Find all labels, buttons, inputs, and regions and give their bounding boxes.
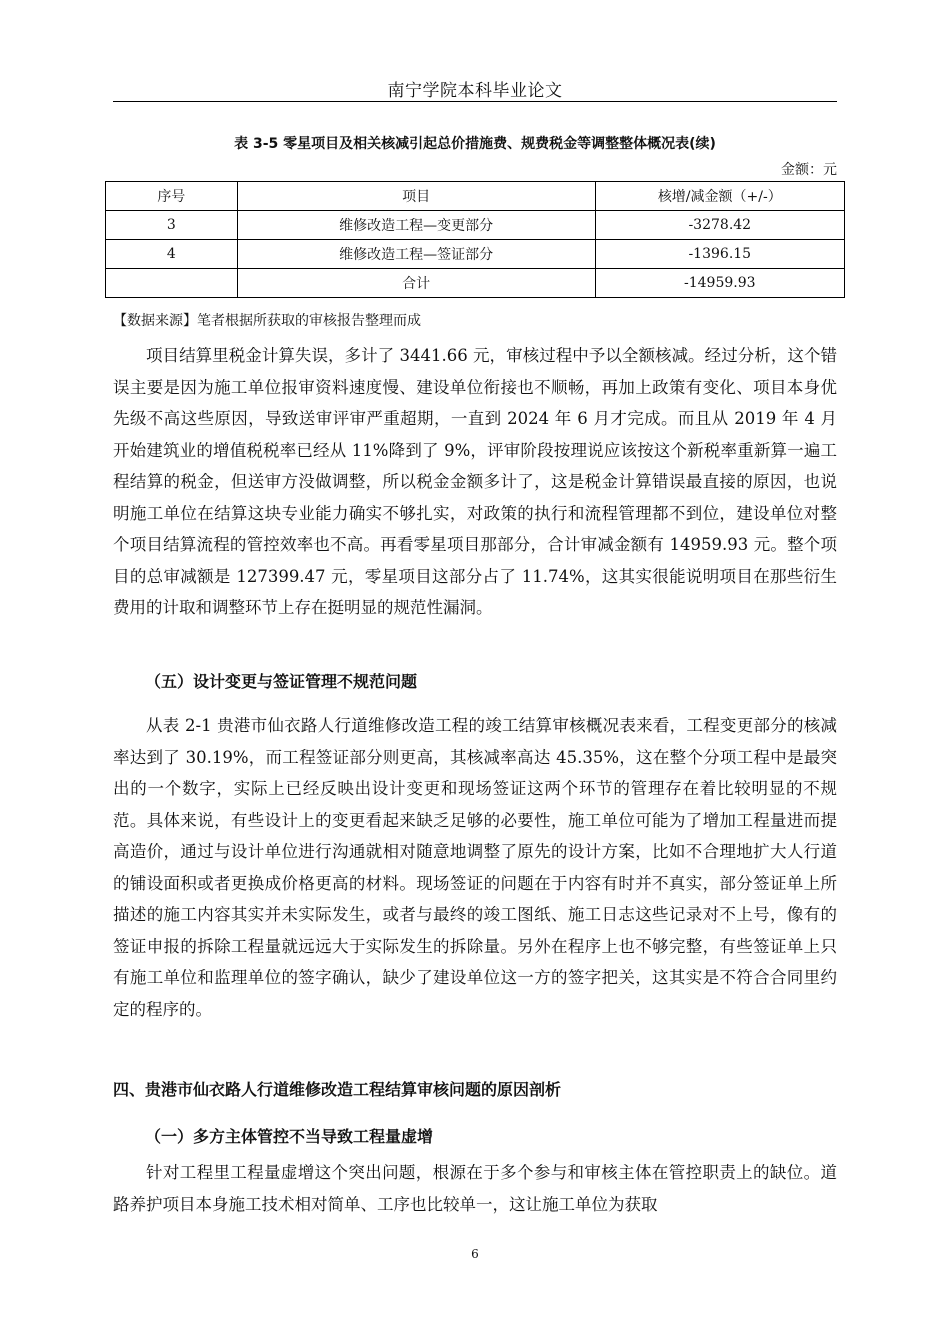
- column-header-index: 序号: [106, 182, 238, 211]
- section-heading-quantity-inflation: （一）多方主体管控不当导致工程量虚增: [145, 1127, 434, 1146]
- table-source-note: 【数据来源】笔者根据所获取的审核报告整理而成: [113, 313, 421, 329]
- row-amount-cell: -1396.15: [595, 240, 844, 269]
- row-index-cell: [106, 269, 238, 298]
- row-index-cell: 4: [106, 240, 238, 269]
- table-header-row: [106, 182, 845, 211]
- row-amount-cell: -3278.42: [595, 211, 844, 240]
- column-header-amount: 核增/减金额（+/-）: [595, 182, 844, 211]
- page-header-title: 南宁学院本科毕业论文: [387, 81, 563, 101]
- paragraph-quantity-inflation: 针对工程里工程量虚增这个突出问题，根源在于多个参与和审核主体在管控职责上的缺位。道路养护项目本身施工技术相对简单、工序也比较单一，这让施工单位为获取: [113, 1163, 837, 1214]
- table-row: [106, 211, 845, 240]
- column-header-item: 项目: [237, 182, 595, 211]
- chapter-heading-cause-analysis: 四、贵港市仙衣路人行道维修改造工程结算审核问题的原因剖析: [113, 1080, 562, 1099]
- paragraph-change-visa: 从表 2-1 贵港市仙衣路人行道维修改造工程的竣工结算审核概况表来看，工程变更部分的核减率达到了 30.19%，而工程签证部分则更高，其核减率高达 45.35%，这在整个分项工程中是最突出的一个数字，实际上已经反映出设计变更和现场签证这两个环节的管理存在着比较明显的不规范。具体来说，有些设计上的变更看起来缺乏足够的必要性，施工单位可能为了增加工程量进而提高造价，通过与设计单位进行沟通就相对随意地调整了原先的设计方案，比如不合理地扩大人行道的铺设面积或者更换成价格更高的材料。现场签证的问题在于内容有时并不真实，部分签证单上所描述的施工内容其实并未实际发生，或者与最终的竣工图纸、施工日志这些记录对不上号，像有的签证申报的拆除工程量就远远大于实际发生的拆除量。另外在程序上也不够完整，有些签证单上只有施工单位和监理单位的签字确认，缺少了建设单位这一方的签字把关，这其实是不符合合同里约定的程序的。: [113, 716, 837, 1019]
- section-heading-change-visa: （五）设计变更与签证管理不规范问题: [145, 672, 418, 691]
- row-item-cell: 维修改造工程—签证部分: [237, 240, 595, 269]
- table-total-row: [106, 269, 845, 298]
- total-label-cell: 合计: [237, 269, 595, 298]
- adjustment-table: [105, 181, 845, 298]
- table-row: [106, 240, 845, 269]
- table-unit-note: 金额：元: [781, 162, 837, 178]
- table-caption: 表 3-5 零星项目及相关核减引起总价措施费、规费税金等调整整体概况表(续): [234, 136, 716, 152]
- row-item-cell: 维修改造工程—变更部分: [237, 211, 595, 240]
- page-number: 6: [471, 1247, 479, 1261]
- row-index-cell: 3: [106, 211, 238, 240]
- total-amount-cell: -14959.93: [595, 269, 844, 298]
- paragraph-tax-error: 项目结算里税金计算失误，多计了 3441.66 元，审核过程中予以全额核减。经过分析，这个错误主要是因为施工单位报审资料速度慢、建设单位衔接也不顺畅，再加上政策有变化、项目本身优先级不高这些原因，导致送审评审严重超期，一直到 2024 年 6 月才完成。而且从 2019 年 4 月开始建筑业的增值税税率已经从 11%降到了 9%，评审阶段按理说应该按这个新税率重新算一遍工程结算的税金，但送审方没做调整，所以税金金额多计了，这是税金计算错误最直接的原因，也说明施工单位在结算这块专业能力确实不够扎实，对政策的执行和流程管理都不到位，建设单位对整个项目结算流程的管控效率也不高。再看零星项目那部分，合计审减金额有 14959.93 元。整个项目的总审减额是 127399.47 元，零星项目这部分占了 11.74%，这其实很能说明项目在那些衍生费用的计取和调整环节上存在挺明显的规范性漏洞。: [113, 346, 837, 617]
- header-divider: [113, 101, 837, 102]
